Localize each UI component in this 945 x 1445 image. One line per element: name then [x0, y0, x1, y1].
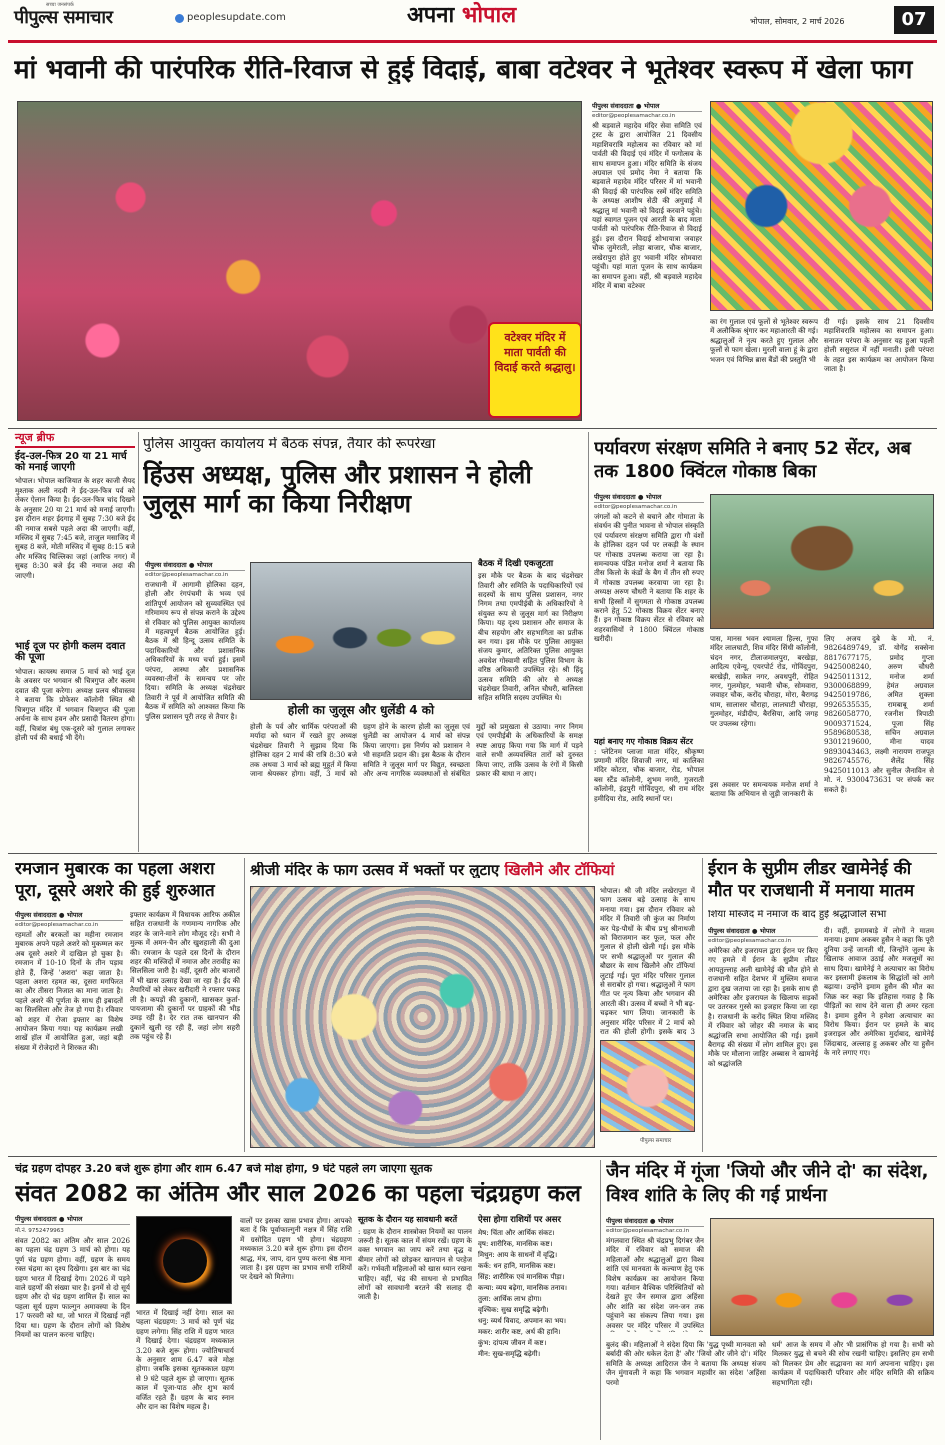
grahan-body-left: संवत 2082 का अंतिम और साल 2026 का पहला चंद्र ग्रहण 3 मार्च को होगा। यह पूर्ण चंद्र ग्रहण होगा। वहीं, ग्रहण के समय रक्त चंद्रमा का दृश्य दिखेगा। इस बार का चंद्र ग्रहण भारत में दिखाई देगा। 2026 में पड़ने वाले ग्रहणों की संख्या चार है। इनमें से दो सूर्य ग्रहण और दो चंद्र ग्रहण शामिल हैं। साल का पहला सूर्य ग्रहण फाल्गुन अमावस्या के दिन 17 फरवरी को था, जो भारत में दिखाई नहीं दिया था। ग्रहण के दौरान लोगों को विशेष नियमों का पालन करना चाहिए। [15, 1236, 130, 1340]
lead-body-col2: का रंग गुलाल एवं फूलों से भूतेश्वर स्वरूप में अलौकिक श्रृंगार कर महाआरती की गई। श्रद्धालुओं ने नृत्य करते हुए गुलाल और फूलों से फाग खेला। मुरली वाला हूं के द्वारा भजन एवं विभिन्न ब्रास बैंडों की प्रस्तुति भी [710, 317, 818, 364]
grahan-photo-eclipse [136, 1216, 232, 1304]
divider-shriji [702, 858, 703, 1152]
grahan-kicker: चंद्र ग्रहण दोपहर 3.20 बजे शुरू होगा और शाम 6.47 बजे मोक्ष होगा, 9 घंटे पहले लग जाएगा सूतक [15, 1163, 433, 1175]
divider-holi [588, 432, 589, 852]
holi-subhead: बैठक में दिखी एकजुटता [478, 559, 554, 569]
shriji-headline [250, 862, 695, 878]
divider-grahan [600, 1160, 601, 1440]
ramzan-email: editor@peoplesamachar.co.in [15, 922, 99, 928]
holi-headline: हिंउस अध्यक्ष, पुलिस और प्रशासन ने होली जुलूस मार्ग का किया निरीक्षण [143, 460, 532, 518]
divider-ramzan [244, 858, 245, 1152]
globe-icon [175, 14, 184, 23]
lead-body-col1: श्री बड़वाले महादेव मंदिर सेवा समिति एवं ट्रस्ट के द्वारा आयोजित 21 दिवसीय महाशिवरात्रि महोत्सव का रविवार को मां पार्वती की विदाई एवं मंदिर में फगोत्सव के साथ समापन हुआ। मंदिर समिति के संजय अग्रवाल एवं प्रमोद नेमा ने बताया कि बड़वाले महादेव मंदिर परिसर में मां भवानी की विदाई की पारंपरिक रस्में मंदिर समिति के अध्यक्ष आशीष सेठी की अगुवाई में श्रद्धालु मां भवानी को विदाई करवाने पहुंचे। यहां स्वागत पूजन एवं आरती के बाद माता पार्वती को पारंपरिक रीति-रिवाज से विदाई हुई। इस दौरान विदाई शोभायात्रा जवाहर चौक जुमेराती, लोहा बाजार, चौक बाजार, लखेरापुरा होते हुए भवानी मंदिर सोमवारा पहुंची। यहां माता पूजन के साथ कार्यक्रम का समापन हुआ। वहीं, श्री बड़वाले महादेव मंदिर में बाबा वटेश्वर [592, 121, 702, 290]
ramzan-headline: रमजान मुबारक का पहला अशरा पूरा, दूसरे अशरे की हुई शुरुआत [15, 859, 215, 901]
lead-photo-caption-box [488, 322, 582, 418]
gokashth-body-right: लिए अजय दुबे के मो. नं. 9826489749, डॉ. योगेंद्र सक्सेना 8817677175, प्रमोद गुप्ता 9425008240, अरुण चौधरी 9425011312, मनोज शर्मा 9300068899, हेमंत अग्रवाल 9425019786, अमित शुक्ला 9926535535, रामबाबू शर्मा 9826058770, रजनीश त्रिपाठी 9009371524, पूजा सिंह 9589680538, सचिन अग्रवाल 9301219600, मीना यादव 9893043463, लक्ष्मी नारायण राजपूत 9826745576, शैलेंद्र सिंह 9425011013 और सुनील जैनाविन से मो. नं. 9300473631 पर संपर्क कर सकते हैं। [824, 634, 934, 794]
rashi-item: मेष: चिंता और आर्थिक संकट। [478, 1229, 555, 1238]
iran-body-left: अमेरिका और इजरायल द्वारा ईरान पर किए गए हमले में ईरान के सुप्रीम लीडर आयतुल्लाह अली खामेनेई की मौत होने से राजधानी सहित देशभर में मुस्लिम समाज द्वारा दुख जताया जा रहा है। इसके साथ ही अमेरिका और इजरायल के खिलाफ सड़कों पर उतरकर गुस्से का इजहार किया जा रहा है। राजधानी के करोंद स्थित शिया मस्जिद में रविवार को जोहर की नमाज के बाद श्रद्धांजलि सभा आयोजित की गई। इसमें बैरागढ़ की संख्या में लोग शामिल हुए। इस मौके पर मौलाना जाहिर अब्बास ने खामनेई को श्रद्धांजलि [708, 946, 818, 1068]
divider-2 [8, 853, 937, 854]
rashi-item: धनु: व्यर्थ विवाद, अपमान का भय। [478, 1317, 566, 1326]
masthead [0, 0, 945, 44]
dateline: भोपाल, सोमवार, 2 मार्च 2026 [750, 17, 845, 26]
lead-body-col3: दी गई। इसके साथ 21 दिवसीय महाशिवरात्रि महोत्सव का समापन हुआ। सनातन परंपरा के अनुसार यह हुआ पहली होली ससुराल में नहीं मनाती। इसी परंपरा के तहत इस कार्यक्रम का आयोजन किया जाता है। [824, 317, 934, 374]
lead-headline: मां भवानी की पारंपरिक रीति-रिवाज से हुई विदाई, बाबा वटेश्वर ने भूतेश्वर स्वरूप में खेला फाग [14, 56, 913, 85]
gokashth-headline: पर्यावरण संरक्षण समिति ने बनाए 52 सेंटर, अब तक 1800 क्विंटल गोकाष्ठ बिका [594, 438, 911, 482]
jain-body-bottom-right: धर्म' आज के समय में और भी प्रासंगिक हो गया है। सभी को मिलकर युद्ध से बचने की सोच रखनी चाहिए। इसलिए हम सभी को मिलकर प्रेम और सद्भावना का मार्ग अपनाना चाहिए। इस कार्यक्रम में पदाधिकारी परिवार और मंदिर समिति की सक्रिय सहभागिता रही। [772, 1340, 934, 1387]
lead-photo-crowd [17, 101, 582, 421]
holi-byline: पीपुल्स संवाददाता ● भोपाल [145, 560, 245, 571]
section-word-a: अपना [407, 3, 455, 28]
gokashth-byline: पीपुल्स संवाददाता ● भोपाल [594, 492, 704, 503]
rashi-item: वृश्चिक: सुख समृद्धि बढ़ेगी। [478, 1306, 549, 1315]
ramzan-body-right: इफ्तार कार्यक्रम में विधायक आरिफ अकील सहित राजधानी के गणमान्य नागरिक और शहर के जाने-माने लोग मौजूद रहे। सभी ने मुल्क में अमन-चैन और खुशहाली की दुआ की। रमजान के पहले दस दिनों के दौरान शहर की मस्जिदों में नमाज और तरावीह का सिलसिला जारी है। वहीं, दूसरी ओर बाजारों में भी खास उत्साह देखा जा रहा है। ईद की तैयारियों को लेकर खरीदारी ने रफ्तार पकड़ ली है। कपड़ों की दुकानों, खासकर कुर्ता-पायजामा की दुकानों पर ग्राहकों की भीड़ उमड़ रही है। देर रात तक खानपान की दुकानें खुली रह रही हैं, जहां लोग सहरी तक पहुंच रहे हैं। [130, 910, 240, 1042]
iran-byline: पीपुल्स संवाददाता ● भोपाल [708, 926, 818, 937]
gokashth-subhead: यहां बनाए गए गोकाष्ठ विक्रय सेंटर [594, 737, 693, 746]
holi-text-left [145, 560, 245, 760]
masthead-rule [8, 40, 937, 43]
jain-headline: जैन मंदिर में गूंजा 'जियो और जीने दो' का संदेश, विश्व शांति के लिए की गई प्रार्थना [606, 1161, 929, 1206]
brief-item1-headline: ईद-उल-फित्र 20 या 21 मार्च को मनाई जाएगी [15, 450, 127, 473]
iran-body-right: दी। वहीं, इमामबाड़े में लोगों ने मातम मनाया। इमाम अकबर हुसैन ने कहा कि पूरी दुनिया उन्हें जानती थी, जिन्होंने जुल्म के खिलाफ आवाज उठाई और मजलूमों का साथ दिया। खामेनेई ने अत्याचार का विरोध कर इस्लामी इंकलाब के सिद्धांतों को आगे बढ़ाया। उन्होंने इमाम हुसैन की मौत का जिक्र कर कहा कि इतिहास गवाह है कि पीड़ितों का साथ देने वाला ही अमर रहता है। इमाम हुसैन ने हमेशा अत्याचार का विरोध किया। ईरान पर हमले के बाद इजराइल और अमेरिका मुर्दाबाद, खामेनेई जिंदाबाद, अल्लाह हु अकबर और या हुसैन के नारे लगाए गए। [824, 926, 934, 1058]
rashi-item: कर्क: धन हानि, मानसिक कष्ट। [478, 1262, 556, 1271]
divider-1 [8, 428, 937, 429]
lead-photo-caption: वटेश्वर मंदिर में माता पार्वती की विदाई करते श्रद्धालु। [494, 331, 576, 374]
rashi-item: मिथुन: आय के साधनों में वृद्धि। [478, 1251, 558, 1260]
holi-body-bottom: होली के पर्व और धार्मिक परंपराओं की मर्यादा को ध्यान में रखते हुए अध्यक्ष चंद्रशेखर तिवारी ने सुझाव दिया कि होलिका दहन 2 मार्च की रात्रि 8:30 बजे तक अथवा 3 मार्च को ब्रह्म मुहूर्त में किया जाना श्रेयस्कर होगा। वहीं, 3 मार्च को ग्रहण होने के कारण होली का जुलूस एवं धुलेंडी का आयोजन 4 मार्च को संपन्न किया जाएगा। इस निर्णय को प्रशासन ने भी सहमति प्रदान की। इस बैठक के दौरान समिति ने जुलूस मार्ग पर विद्युत, स्वच्छता और अन्य नागरिक व्यवस्थाओं से संबंधित मुद्दों को प्रमुखता से उठाया। नगर निगम एवं एमपीईबी के अधिकारियों के समक्ष स्पष्ट आग्रह किया गया कि मार्ग में पड़ने वाले सभी अव्यवस्थित तारों को दुरुस्त किया जाए, ताकि उत्सव के रंगों में किसी प्रकार की बाधा न आए। [250, 722, 583, 779]
holi-body-left: राजधानी में आगामी होलिका दहन, होली और रंगपंचमी के भव्य एवं शांतिपूर्ण आयोजन को सुव्यवस्थित एवं गरिमामय रूप से संपन्न कराने के उद्देश्य से रविवार को पुलिस आयुक्त कार्यालय में महत्वपूर्ण बैठक आयोजित हुई। बैठक में श्री हिन्दू उत्सव समिति के पदाधिकारियों और प्रशासनिक अधिकारियों के मध्य चर्चा हुई। इसमें परंपरा, आस्था और प्रशासनिक व्यवस्था-तीनों के समन्वय पर जोर दिया। समिति के अध्यक्ष चंद्रशेखर तिवारी ने पूर्व में आयोजित समिति की बैठक में समिति को आश्वस्त किया कि पुलिस प्रशासन पूरी तरह से तैयार है। [145, 580, 245, 721]
brief-item2-headline: भाई दूज पर होगी कलम दवात की पूजा [15, 641, 126, 664]
jain-photo [710, 1218, 934, 1336]
holi-photo-officials [250, 562, 472, 700]
divider-brief [138, 432, 139, 852]
shriji-headline-b: खिलौने और टॉफियां [504, 862, 615, 879]
holi-body-right: इस मौके पर बैठक के बाद चंद्रशेखर तिवारी और समिति के पदाधिकारियों एवं सदस्यों के साथ पुलिस प्रशासन, नगर निगम तथा एमपीईबी के अधिकारियों ने संयुक्त रूप से जुलूस मार्ग का निरीक्षण किया। यह दृश्य प्रशासन और समाज के बीच सहयोग और सहभागिता का प्रतीक बन गया। इस मौके पर पुलिस आयुक्त संजय कुमार, अतिरिक्त पुलिस आयुक्त अवधेश गोस्वामी सहित पुलिस विभाग के वरिष्ठ अधिकारी उपस्थित रहे। श्री हिंदू उत्सव समिति की ओर से अध्यक्ष चंद्रशेखर तिवारी, अनिल चौधरी, बालिस्ता सहित समिति सदस्य उपस्थित थे। [478, 571, 583, 703]
sutak-headline: सूतक के दौरान यह सावधानी बरतें [358, 1215, 458, 1224]
rashi-item: वृष: शारीरिक, मानसिक कष्ट। [478, 1240, 553, 1249]
shriji-photo-credit: पीपुल्स समाचार [640, 1138, 672, 1144]
holi-photo-caption: होली का जुलूस और धुलेंडी 4 को [287, 703, 435, 717]
jain-body-bottom-left: बुलंद की। महिलाओं ने संदेश दिया कि 'युद्ध पृथ्वी मानवता को बर्बादी की ओर धकेल देता है' और 'जियो और जीने दो'। मंदिर समिति के अध्यक्ष आदिराज जैन ने बताया कि अध्यक्ष संजय जैन मुंगावली ने कहा कि भगवान महावीर का संदेश 'अहिंसा परमो [606, 1340, 766, 1387]
rashi-item: कन्या: व्यय बढ़ेगा, मानसिक तनाव। [478, 1284, 568, 1293]
iran-headline: ईरान के सुप्रीम लीडर खामेनेई की मौत पर राजधानी में मनाया मातम [708, 859, 914, 901]
grahan-body-mid: भारत में दिखाई नहीं देगा। साल का पहला चंद्रग्रहण: 3 मार्च को पूर्ण चंद्र ग्रहण लगेगा। सिंह राशि में ग्रहण भारत में दिखाई देगा। चंद्रग्रहण मध्यकाल 3.20 बजे शुरू होगा। ज्योतिषाचार्य के अनुसार शाम 6.47 बजे मोक्ष होगा। जबकि इसका सूतककाल ग्रहण से 9 घंटे पहले शुरू हो जाएगा। सूतक काल में पूजा-पाठ और शुभ कार्य वर्जित रहते हैं। ग्रहण के बाद स्नान और दान का विशेष महत्व है। [136, 1308, 234, 1412]
jain-email: editor@peoplesamachar.co.in [606, 1228, 690, 1234]
news-brief-label: न्यूज ब्रीफ [15, 432, 135, 448]
gokashth-body-mid: पास, मानस भवन श्यामला हिल्स, गुफा मंदिर लालघाटी, शिव मंदिर सिंधी कॉलोनी, चंदन नगर, टीलाजमालपुरा, बरखेड़ा, आदित्य एवेन्यू, एयरपोर्ट रोड, गोविंदपुरा, बरखेड़ी, साकेत नगर, अवधपुरी, रोहित नगर, गुलमोहर, भवानी चौक, सोमवारा, जवाहर चौक, करोंद चौराहा, मोरा, बैरागढ़ धाम, सालासर चौराहा, लालघाटी चौराहा, गुलमोहर, मंडीदीप, बैरसिया, आदि जगह पर उपलब्ध रहेगा। [710, 634, 818, 728]
jain-text-left [606, 1216, 704, 1336]
lead-email: editor@peoplesamachar.co.in [592, 113, 676, 119]
brand-logo: पीपुल्स समाचार [14, 7, 113, 28]
news-brief [15, 432, 135, 852]
gokashth-body-top: जंगलों को कटने से बचाने और गोमाता के संवर्धन की पुनीत भावना से भोपाल संस्कृति एवं पर्यावरण संरक्षण समिति द्वारा गौ वंशों के होलिका दहन पर्व पर लकड़ी के स्थान पर गोकाष्ठ उपलब्ध कराया जा रहा है। समन्वयक पंडित मनोज शर्मा ने बताया कि तीस किलो के कंडों के बैग में तीन सौ रुपए में गोकाष्ठ उपलब्ध करवाया जा रहा है। अध्यक्ष अरुण चौधरी ने बताया कि शहर के सभी हिस्सों में सुगमता से गोकाष्ठ उपलब्ध कराने हेतु 52 गोकाष्ठ विक्रय सेंटर बनाए हैं। इन गोकाष्ठ विक्रय सेंटर से रविवार को शहरवासियों ने 1800 क्विंटल गोकाष्ठ खरीदी। [594, 512, 704, 644]
grahan-sutak [358, 1216, 472, 1434]
jain-byline: पीपुल्स संवाददाता ● भोपाल [606, 1216, 704, 1227]
rashi-box [478, 1216, 595, 1434]
brief-item1-body: भोपाल। भोपाल काजियात के शहर काजी सैयद मुश्ताक अली नदवी ने ईद-उल-फित्र पर्व को लेकर ऐलान किया है। ईद-उल-फित्र चांद दिखने के अनुसार 20 या 21 मार्च को मनाई जाएगी। इस दौरान शहर ईदगाह में सुबह 7:30 बजे ईद की नमाज सबसे पहले अदा की जाएगी। वहीं, मस्जिद में सुबह 7:45 बजे, ताजुल मसाजिद में सुबह 8 बजे, मोती मस्जिद में सुबह 8:15 बजे और मस्जिद चिल्लिका जहां (आरिफ नगर) में सुबह 8:30 बजे ईद की नमाज अदा की जाएगी। [15, 476, 135, 580]
ramzan-text-left [15, 910, 123, 1150]
lead-byline: पीपुल्स संवाददाता ● भोपाल [592, 101, 702, 112]
gokashth-body-bottom: इस अवसर पर समन्वयक मनोज शर्मा ने बताया कि अभियान से जुड़ी जानकारी के [710, 780, 818, 799]
eclipse-moon-icon [163, 1239, 207, 1283]
rashi-list [478, 1228, 595, 1360]
shriji-photo-inset [600, 1040, 695, 1132]
divider-3 [8, 1156, 937, 1157]
grahan-mobile: मो.नं. 9752479963 [15, 1228, 64, 1234]
gokashth-photo [710, 494, 934, 629]
section-word-b: भोपाल [461, 3, 517, 28]
gokashth-body-sub: : प्लेटिनम प्लाजा माता मंदिर, श्रीकृष्ण प्रणामी मंदिर शिवाजी नगर, मां कालिका मंदिर कोटरा, चौक बाजार, रोड, भोपाल बस स्टैंड कॉलोनी, शुभम नगरी, गुजराती कॉलोनी, इंद्रपुरी गोविंदपुरा, श्री राम मंदिर हमीदिया रोड, आदि स्थानों पर। [594, 746, 704, 803]
sutak-body: : ग्रहण के दौरान शास्त्रोक्त नियमों का पालन जरूरी है। सूतक काल में संयम रखें। ग्रहण के वक्त भगवान का जाप करें तथा वृद्ध व बीमार लोगों को छोड़कर खानपान से परहेज करें। गर्भवती महिलाओं को खास ध्यान रखना चाहिए। वहीं, चंद्र की साधना से प्रभावित लोगों को सावधानी बरतने की सलाह दी जाती है। [358, 1226, 472, 1302]
rashi-headline: ऐसा होगा राशियों पर असर [478, 1215, 561, 1225]
website: peoplesupdate.com [187, 12, 286, 23]
grahan-headline: संवत 2082 का अंतिम और साल 2026 का पहला चंद्रग्रहण कल [15, 1182, 581, 1207]
lead-photo-deities [710, 101, 933, 311]
shriji-headline-a: श्रीजी मंदिर के फाग उत्सव में भक्तों पर लुटाए [250, 862, 500, 879]
ramzan-byline: पीपुल्स संवाददाता ● भोपाल [15, 910, 123, 921]
gokashth-email: editor@peoplesamachar.co.in [594, 504, 678, 510]
shriji-body: भोपाल। श्री जी मंदिर लखेरापुरा में फाग उत्सव बड़े उत्साह के साथ मनाया गया। इस दौरान रविवार को मंदिर में तिवारी जी कुंज का निर्माण कर पेड़-पौधों के बीच प्रभु श्रीनाथजी को विराजमान कर फूल, फल और गुलाल से होली खेली गई। इस मौके पर सभी श्रद्धालुओं पर गुलाल की बौछार के साथ खिलौने और टॉफियां लुटाई गई। पूरा मंदिर परिसर गुलाल से सराबोर हो गया। श्रद्धालुओं ने फाग गीत पर नृत्य किया और भगवान की आरती की। उत्सव में बच्चों ने भी बढ़-चढ़कर भाग लिया। जानकारी के अनुसार मंदिर परिसर में 2 मार्च को रात की होली होगी। इसके बाद 3 [600, 886, 695, 1036]
shriji-photo-crowd [250, 886, 595, 1148]
iran-email: editor@peoplesamachar.co.in [708, 938, 792, 944]
holi-email: editor@peoplesamachar.co.in [145, 572, 229, 578]
iran-subhead: शिया मस्जिद में नमाज के बाद हुई श्रद्धांजलि सभा [708, 910, 887, 920]
page-number: 07 [894, 6, 934, 34]
brief-item2-body: भोपाल। कायस्थ समाज 5 मार्च को भाई दूज के अवसर पर भगवान श्री चित्रगुप्त और कलम दवात की पूजा करेगा। अध्यक्ष प्रलय श्रीवास्तव ने बताया कि प्रोफेसर कॉलोनी स्थित श्री चित्रगुप्त मंदिर में भगवान चित्रगुप्त की पूजा अर्चना के साथ हवन और प्रसादी वितरण होगा। वहीं, चित्रांश बंधु एक-दूसरे को गुलाल लगाकर होली पर्व की बधाई भी देंगे। [15, 667, 135, 742]
rashi-item: कुंभ: दांपत्य जीवन में कष्ट। [478, 1339, 547, 1348]
grahan-body-mid2: वालों पर इसका खास प्रभाव होगा। आपको बता दें कि पूर्वाफाल्गुनी नक्षत्र में सिंह राशि में ग्रसोदित ग्रहण भी होगा। चंद्रग्रहण मध्यकाल 3.20 बजे शुरू होगा। इस दौरान श्राद्ध, मंत्र, जाप, दान पुण्य करना श्रेष्ठ माना जाता है। इस ग्रहण का प्रभाव सभी राशियों पर देखने को मिलेगा। [240, 1216, 352, 1282]
rashi-item: तुला: आर्थिक लाभ होगा। [478, 1295, 542, 1304]
rashi-item: मीन: सुख-समृद्धि बढ़ेगी। [478, 1350, 541, 1359]
grahan-byline: पीपुल्स संवाददाता ● भोपाल [15, 1214, 130, 1225]
rashi-item: मकर: शारीर कष्ट, अर्थ की हानि। [478, 1328, 561, 1337]
lead-text-col1 [592, 101, 702, 421]
grahan-text-left [15, 1214, 130, 1434]
rashi-item: सिंह: शारीरिक एवं मानसिक पीड़ा। [478, 1273, 565, 1282]
iran-text-left [708, 926, 818, 1150]
section-title [407, 4, 516, 28]
holi-kicker: पुलिस आयुक्त कार्यालय में बैठक संपन्न, तैयार की रूपरेखा [143, 437, 436, 452]
gokashth-text-left [594, 492, 704, 844]
jain-body-top: मंगलवारा स्थित श्री चंद्रप्रभु दिगंबर जैन मंदिर में रविवार को समाज की महिलाओं और श्रद्धालुओं द्वारा विश्व शांति एवं मानवता के कल्याण हेतु एक विशेष कार्यक्रम का आयोजन किया गया। वर्तमान वैश्विक परिस्थितियों को देखते हुए जैन समाज द्वारा अहिंसा और शांति का संदेश जन-जन तक पहुंचाने का संकल्प लिया गया। इस अवसर पर मंदिर परिसर में उपस्थित [606, 1236, 704, 1330]
ramzan-body-left: रहमतों और बरकतों का महीना रमजान मुबारक अपने पहले अशरे को मुकम्मल कर अब दूसरे अशरे में दाखिल हो चुका है। रमजान में 10-10 दिनों के तीन पड़ाव होते हैं, जिन्हें 'अशरा' कहा जाता है। पहला अशरा रहमत का, दूसरा मगफिरत का और तीसरा निजात का माना जाता है। पहले अशरे की पूर्णता के साथ ही इबादतों का सिलसिला और तेज हो गया है। रविवार को शहर में रोजा इफ्तार का विशेष आयोजन किया गया। यह कार्यक्रम लखी शाखें हॉल में आयोजित हुआ, जहां बड़ी संख्या में रोजेदारों ने शिरकत की। [15, 930, 123, 1052]
brand-small: सच्चा जनसंपर्क [46, 2, 74, 8]
